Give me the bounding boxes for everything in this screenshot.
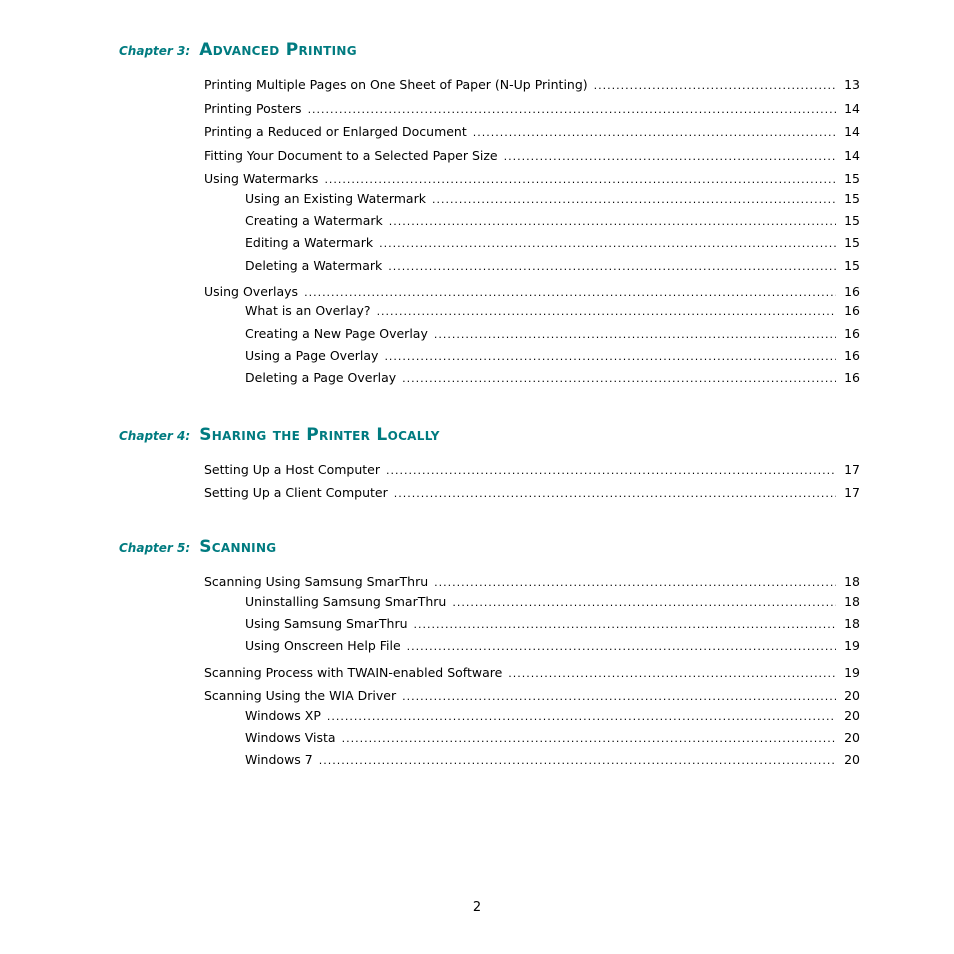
toc-entry-page: 16 [844, 370, 860, 385]
toc-entry-title: Editing a Watermark [245, 235, 374, 250]
toc-entry[interactable] [204, 484, 860, 502]
toc-entry-title: Using Overlays [204, 284, 299, 299]
toc-entry-page: 16 [844, 303, 860, 318]
toc-entry-page: 13 [844, 77, 860, 92]
toc-entry-page: 17 [844, 462, 860, 477]
toc-entry-page: 14 [844, 101, 860, 116]
leader-dots [304, 284, 836, 302]
toc-entry[interactable] [204, 573, 860, 591]
toc-entry-title: Fitting Your Document to a Selected Paper Size [204, 148, 498, 163]
toc-entry-page: 15 [844, 258, 860, 273]
toc-entry-title: Setting Up a Client Computer [204, 485, 388, 500]
leader-dots [342, 730, 836, 748]
leader-dots [308, 101, 836, 119]
toc-entry-title: Scanning Using Samsung SmarThru [204, 574, 429, 589]
leader-dots [414, 616, 836, 634]
chapter-3-heading [119, 40, 357, 60]
toc-entry[interactable] [204, 76, 860, 94]
toc-entry-title: Windows XP [245, 708, 321, 723]
toc-entry[interactable] [204, 170, 860, 188]
chapter-title: Scanning [199, 537, 277, 557]
leader-dots [452, 594, 836, 612]
toc-subentry[interactable] [245, 593, 860, 611]
toc-entry-title: Printing Posters [204, 101, 302, 116]
leader-dots [402, 688, 836, 706]
toc-subentry[interactable] [245, 751, 860, 769]
leader-dots [432, 191, 836, 209]
toc-entry-page: 16 [844, 348, 860, 363]
leader-dots [379, 235, 836, 253]
toc-entry-title: Windows Vista [245, 730, 336, 745]
toc-entry[interactable] [204, 100, 860, 118]
toc-entry[interactable] [204, 147, 860, 165]
toc-subentry[interactable] [245, 637, 860, 655]
toc-entry-page: 20 [844, 688, 860, 703]
toc-entry-title: Creating a New Page Overlay [245, 326, 428, 341]
toc-entry-page: 18 [844, 616, 860, 631]
chapter-title: Sharing the Printer Locally [199, 425, 440, 445]
leader-dots [508, 665, 836, 683]
toc-entry[interactable] [204, 123, 860, 141]
leader-dots [324, 171, 836, 189]
toc-entry-title: Using Onscreen Help File [245, 638, 401, 653]
leader-dots [434, 574, 836, 592]
toc-entry[interactable] [204, 461, 860, 479]
toc-entry-title: Using Watermarks [204, 171, 319, 186]
leader-dots [594, 77, 836, 95]
toc-subentry[interactable] [245, 729, 860, 747]
leader-dots [402, 370, 836, 388]
toc-entry-page: 20 [844, 752, 860, 767]
leader-dots [388, 258, 836, 276]
chapter-5-heading [119, 537, 276, 557]
toc-entry-title: Deleting a Page Overlay [245, 370, 397, 385]
leader-dots [386, 462, 836, 480]
toc-subentry[interactable] [245, 347, 860, 365]
toc-entry-page: 16 [844, 284, 860, 299]
toc-entry-page: 15 [844, 235, 860, 250]
toc-subentry[interactable] [245, 212, 860, 230]
chapter-label: Chapter 4: [119, 429, 191, 443]
page-number: 2 [472, 900, 482, 915]
leader-dots [327, 708, 836, 726]
toc-entry-page: 14 [844, 124, 860, 139]
toc-entry[interactable] [204, 283, 860, 301]
toc-entry-page: 15 [844, 171, 860, 186]
leader-dots [319, 752, 836, 770]
toc-entry-title: Scanning Using the WIA Driver [204, 688, 397, 703]
leader-dots [407, 638, 836, 656]
leader-dots [434, 326, 836, 344]
toc-entry-title: Scanning Process with TWAIN-enabled Software [204, 665, 503, 680]
toc-subentry[interactable] [245, 302, 860, 320]
toc-entry-title: Uninstalling Samsung SmarThru [245, 594, 447, 609]
chapter-label: Chapter 5: [119, 541, 191, 555]
toc-subentry[interactable] [245, 190, 860, 208]
toc-entry-title: Printing a Reduced or Enlarged Document [204, 124, 467, 139]
toc-entry-title: Windows 7 [245, 752, 313, 767]
toc-entry[interactable] [204, 664, 860, 682]
toc-subentry[interactable] [245, 325, 860, 343]
toc-entry-page: 17 [844, 485, 860, 500]
toc-subentry[interactable] [245, 257, 860, 275]
toc-entry-page: 15 [844, 191, 860, 206]
toc-entry-title: Setting Up a Host Computer [204, 462, 380, 477]
toc-subentry[interactable] [245, 615, 860, 633]
toc-entry-page: 14 [844, 148, 860, 163]
toc-entry-title: Printing Multiple Pages on One Sheet of Paper (N-Up Printing) [204, 77, 588, 92]
toc-entry-title: Using Samsung SmarThru [245, 616, 408, 631]
leader-dots [394, 485, 836, 503]
toc-entry-page: 20 [844, 730, 860, 745]
toc-entry-page: 20 [844, 708, 860, 723]
toc-entry-title: Using an Existing Watermark [245, 191, 426, 206]
toc-subentry[interactable] [245, 369, 860, 387]
toc-entry-page: 18 [844, 574, 860, 589]
toc-entry-title: What is an Overlay? [245, 303, 371, 318]
leader-dots [389, 213, 836, 231]
leader-dots [377, 303, 836, 321]
toc-entry-page: 16 [844, 326, 860, 341]
chapter-label: Chapter 3: [119, 44, 191, 58]
leader-dots [384, 348, 836, 366]
toc-entry-title: Deleting a Watermark [245, 258, 383, 273]
toc-entry-page: 15 [844, 213, 860, 228]
toc-subentry[interactable] [245, 234, 860, 252]
toc-subentry[interactable] [245, 707, 860, 725]
toc-entry-title: Creating a Watermark [245, 213, 383, 228]
toc-entry-page: 19 [844, 638, 860, 653]
toc-entry[interactable] [204, 687, 860, 705]
chapter-4-heading [119, 425, 440, 445]
toc-entry-title: Using a Page Overlay [245, 348, 379, 363]
leader-dots [504, 148, 836, 166]
toc-entry-page: 19 [844, 665, 860, 680]
chapter-title: Advanced Printing [199, 40, 357, 60]
leader-dots [473, 124, 836, 142]
toc-entry-page: 18 [844, 594, 860, 609]
